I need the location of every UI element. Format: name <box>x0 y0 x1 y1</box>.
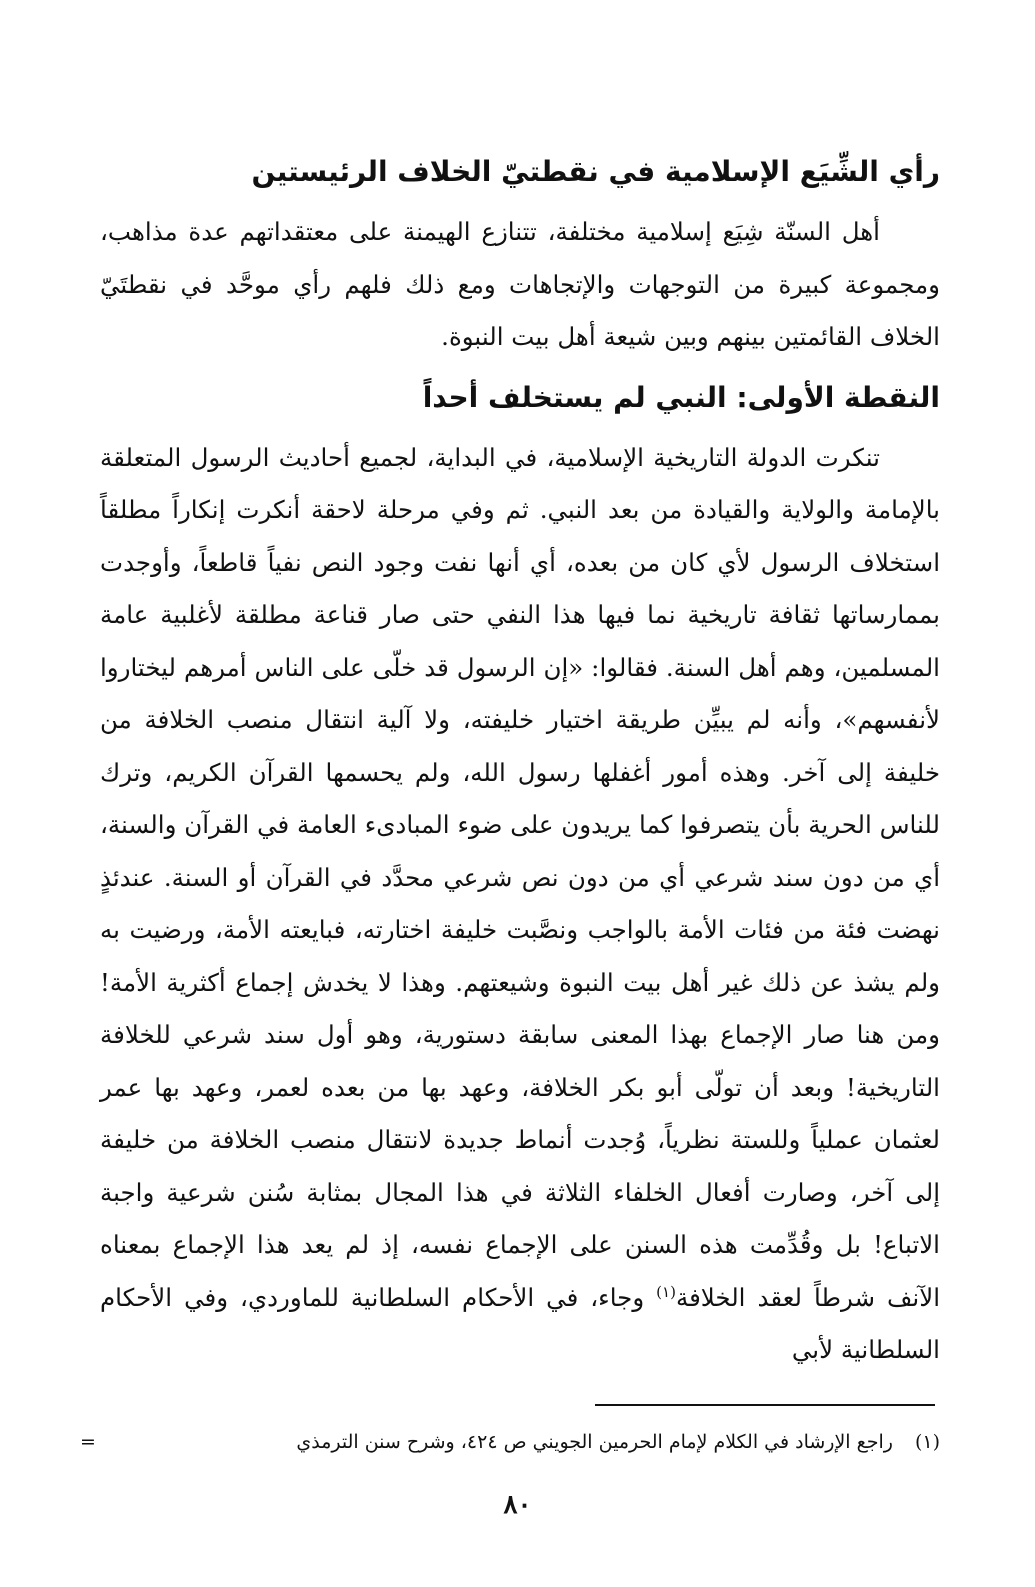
intro-paragraph: أهل السنّة شِيَع إسلامية مختلفة، تتنازع الهيمنة على معتقداتهم عدة مذاهب، ومجموعة كبيرة من التوجهات والإتجاهات ومع ذلك فلهم رأي موحَّد في نقطتَيّ الخلاف القائمتين بينهم وبين شيعة أهل بيت النبوة. <box>100 217 940 351</box>
main-paragraph <box>100 432 940 1377</box>
footnote-continuation-mark: = <box>80 1431 96 1453</box>
subsection-heading: النقطة الأولى: النبي لم يستخلف أحداً <box>422 380 940 414</box>
footnote <box>80 1426 940 1458</box>
main-paragraph-tail: وجاء، في الأحكام السلطانية للماوردي، وفي الأحكام السلطانية لأبي <box>100 1282 940 1364</box>
page-body <box>100 140 940 1550</box>
page-number: ٨٠ <box>503 1490 532 1520</box>
footnote-divider <box>595 1404 935 1406</box>
footnote-text: راجع الإرشاد في الكلام لإمام الحرمين الجويني ص ٤٢٤، وشرح سنن الترمذي <box>296 1431 893 1453</box>
section-heading: رأي الشِّيَع الإسلامية في نقطتيّ الخلاف الرئيستين <box>251 155 940 188</box>
footnote-number: (١) <box>914 1431 940 1453</box>
main-paragraph-text: تنكرت الدولة التاريخية الإسلامية، في البداية، لجميع أحاديث الرسول المتعلقة بالإمامة والولاية والقيادة من بعد النبي. ثم وفي مرحلة لاحقة أنكرت إنكاراً مطلقاً استخلاف الرسول لأي كان من بعده، أي أنها نفت وجود النص نفياً قاطعاً، وأوجدت بممارساتها ثقافة تاريخية نما فيها هذا النفي حتى صار قناعة مطلقة لأغلبية عامة المسلمين، وهم أهل السنة. فقالوا: «إن الرسول قد خلّى على الناس أمرهم ليختاروا لأنفسهم»، وأنه لم يبيِّن طريقة اختيار خليفته، ولا آلية انتقال منصب الخلافة من خليفة إلى آخر. وهذه أمور أغفلها رسول الله، ولم يحسمها القرآن الكريم، وترك للناس الحرية بأن يتصرفوا كما يريدون على ضوء المبادىء العامة في القرآن والسنة، أي من دون سند شرعي أي من دون نص شرعي محدَّد في القرآن أو السنة. عندئذٍ نهضت فئة من فئات الأمة بالواجب ونصَّبت خليفة اختارته، فبايعته الأمة، ورضيت به ولم يشذ عن ذلك غير أهل بيت النبوة وشيعتهم. وهذا لا يخدش إجماع أكثرية الأمة! ومن هنا صار الإجماع بهذا المعنى سابقة دستورية، وهو أول سند شرعي للخلافة التاريخية! وبعد أن تولّى أبو بكر الخلافة، وعهد بها من بعده لعمر، وعهد بها عمر لعثمان عملياً وللستة نظرياً، وُجدت أنماط جديدة لانتقال منصب الخلافة من خليفة إلى آخر، وصارت أفعال الخلفاء الثلاثة في هذا المجال بمثابة سُنن شرعية واجبة الاتباع! بل وقُدِّمت هذه السنن على الإجماع نفسه، إذ لم يعد هذا الإجماع بمعناه الآنف شرطاً لعقد الخلافة <box>100 442 940 1312</box>
footnote-reference[interactable]: (١) <box>656 1282 676 1301</box>
